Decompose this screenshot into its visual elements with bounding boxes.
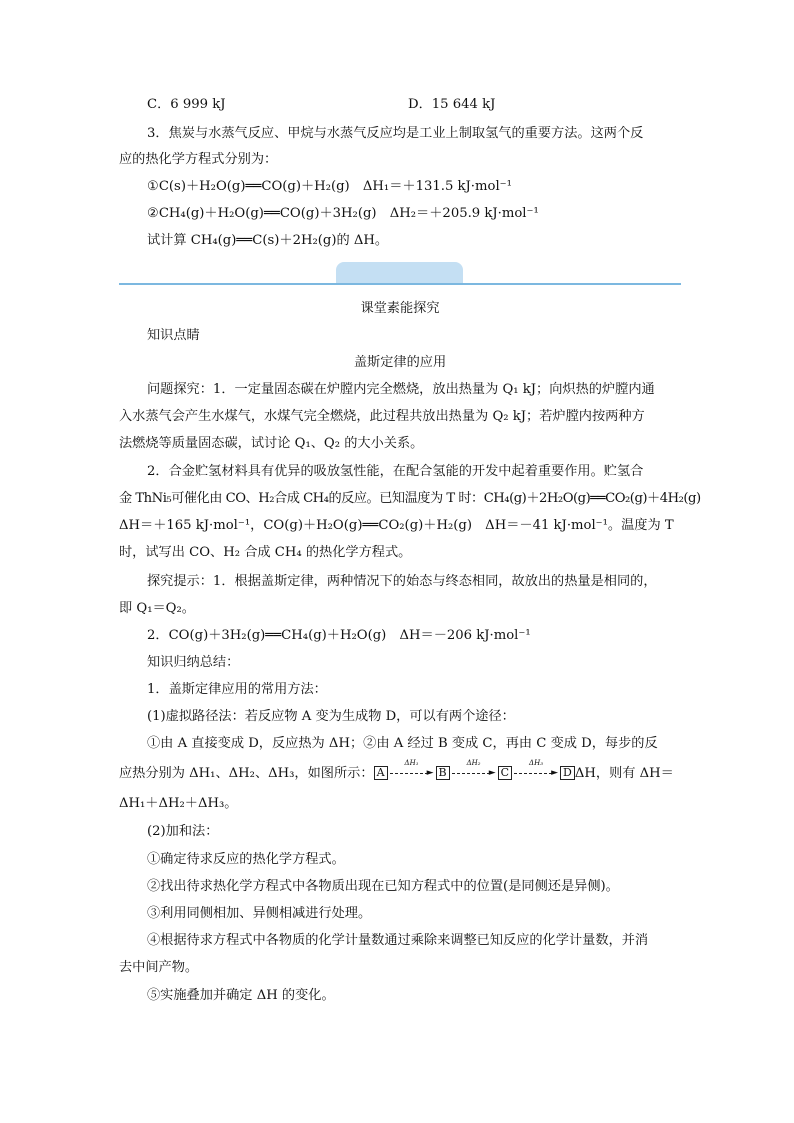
problem-2-line1: 2．合金贮氢材料具有优异的吸放氢性能，在配合氢能的开发中起着重要作用。贮氢合 (147, 464, 644, 479)
arrow-2-label: ΔH₂ (466, 759, 481, 767)
q3-equation-1: ①C(s)＋H₂O(g)══CO(g)＋H₂(g) ΔH₁＝＋131.5 kJ·mol⁻¹ (147, 179, 512, 194)
path-diagram-conclusion: ΔH，则有 ΔH＝ (574, 766, 674, 781)
summary-method-1-detail: ①由 A 直接变成 D，反应热为 ΔH；②由 A 经过 B 变成 C，再由 C 变成 D，每步的反 (147, 736, 658, 751)
box-b: B (436, 766, 450, 780)
q3-equation-2: ②CH₄(g)＋H₂O(g)══CO(g)＋3H₂(g) ΔH₂＝＋205.9 kJ·mol⁻¹ (147, 206, 539, 221)
q3-question: 试计算 CH₄(g)══C(s)＋2H₂(g)的 ΔH。 (147, 233, 389, 248)
option-row (147, 96, 681, 114)
arrow-2-icon: ΔH₂ ► (450, 765, 498, 779)
problem-1-line2: 入水蒸气会产生水煤气，水煤气完全燃烧，此过程共放出热量为 Q₂ kJ；若炉膛内按两种方 (119, 409, 645, 424)
arrow-1-icon: ΔH₁ ► (388, 765, 436, 779)
summary-method-2: (2)加和法： (147, 824, 219, 839)
arrow-1-label: ΔH₁ (404, 759, 419, 767)
section-label: 知识点睛 (147, 328, 200, 343)
summary-step-1: ①确定待求反应的热化学方程式。 (147, 852, 345, 867)
path-diagram-sum: ΔH₁＋ΔH₂＋ΔH₃。 (119, 796, 238, 811)
summary-label: 知识归纳总结： (147, 655, 240, 670)
problem-1-line1: 问题探究：1．一定量固态碳在炉膛内完全燃烧，放出热量为 Q₁ kJ；向炽热的炉膛内通 (147, 382, 655, 397)
q3-line1: 3．焦炭与水蒸气反应、甲烷与水蒸气反应均是工业上制取氢气的重要方法。这两个反 (147, 126, 644, 141)
problem-2-line4: 时，试写出 CO、H₂ 合成 CH₄ 的热化学方程式。 (119, 545, 412, 560)
arrow-3-icon: ΔH₃ ► (512, 765, 560, 779)
path-diagram-intro: 应热分别为 ΔH₁、ΔH₂、ΔH₃，如图所示： (119, 766, 374, 781)
section-divider (119, 283, 681, 285)
summary-item-1: 1．盖斯定律应用的常用方法： (147, 682, 327, 697)
box-a: A (374, 766, 388, 780)
q3-line2: 应的热化学方程式分别为： (119, 152, 278, 167)
problem-2-line2: 金 ThNi₅可催化由 CO、H₂合成 CH₄的反应。已知温度为 T 时：CH₄(g)＋2H₂O(g)══CO₂(g)＋4H₂(g) (119, 491, 701, 506)
hint-1-line2: 即 Q₁＝Q₂。 (119, 601, 195, 616)
summary-step-2: ②找出待求热化学方程式中各物质出现在已知方程式中的位置(是同侧还是异侧)。 (147, 879, 619, 894)
box-d: D (560, 766, 575, 780)
hint-2: 2．CO(g)＋3H₂(g)══CH₄(g)＋H₂O(g) ΔH＝－206 kJ·mol⁻¹ (147, 628, 531, 643)
arrow-3-label: ΔH₃ (529, 759, 544, 767)
option-d: D．15 644 kJ (408, 97, 496, 112)
summary-step-5: ⑤实施叠加并确定 ΔH 的变化。 (147, 988, 335, 1003)
problem-2-line3: ΔH＝＋165 kJ·mol⁻¹，CO(g)＋H₂O(g)══CO₂(g)＋H₂(g) ΔH＝－41 kJ·mol⁻¹。温度为 T (119, 518, 674, 533)
section-title: 课堂素能探究 (360, 301, 440, 316)
option-c: C．6 999 kJ (147, 97, 226, 112)
box-c: C (498, 766, 512, 780)
hint-1-line1: 探究提示：1．根据盖斯定律，两种情况下的始态与终态相同，故放出的热量是相同的， (147, 574, 657, 589)
summary-step-4-line2: 去中间产物。 (119, 960, 199, 975)
summary-step-4-line1: ④根据待求方程式中各物质的化学计量数通过乘除来调整已知反应的化学计量数，并消 (147, 933, 649, 948)
section-tab-decoration (336, 262, 463, 284)
summary-method-1: (1)虚拟路径法：若反应物 A 变为生成物 D，可以有两个途径： (147, 709, 515, 724)
section-subtitle: 盖斯定律的应用 (353, 355, 447, 370)
summary-step-3: ③利用同侧相加、异侧相减进行处理。 (147, 906, 372, 921)
problem-1-line3: 法燃烧等质量固态碳，试讨论 Q₁、Q₂ 的大小关系。 (119, 436, 424, 451)
path-diagram-line (119, 759, 681, 783)
